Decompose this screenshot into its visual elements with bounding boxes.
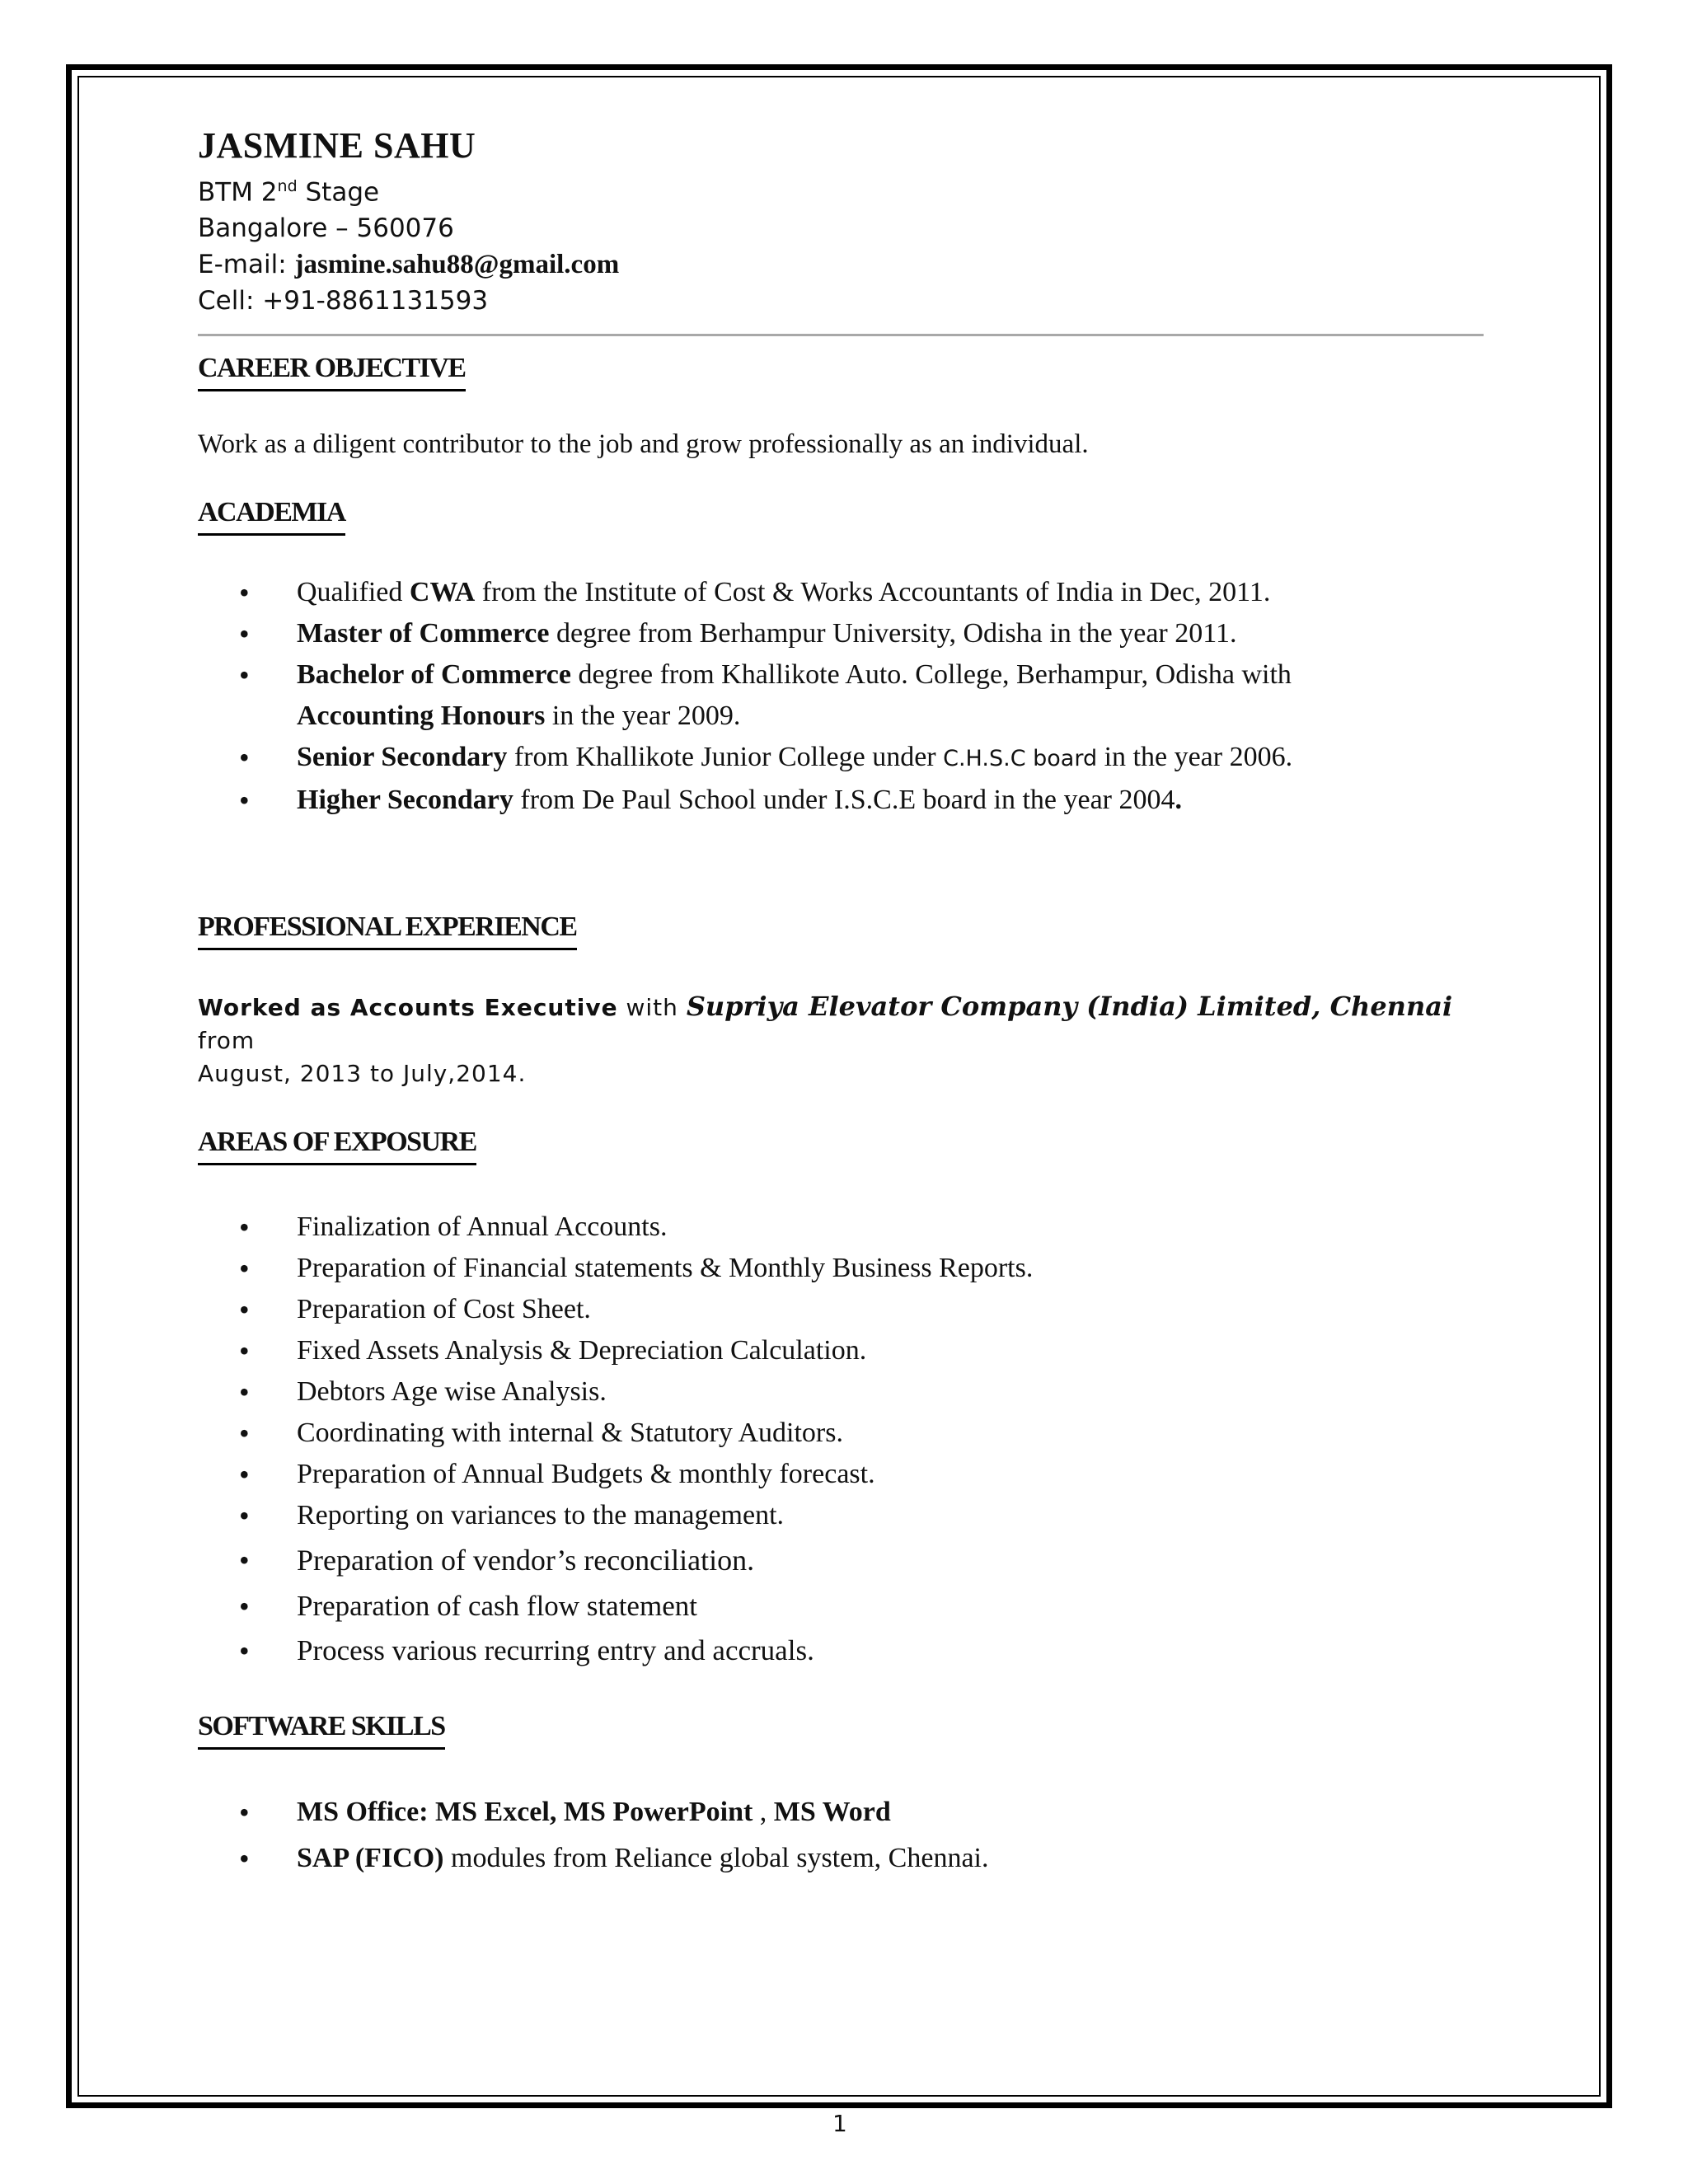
address-ordinal: nd [277,177,298,195]
list-item: • MS Office: MS Excel, MS PowerPoint , MS Word [198,1789,1484,1835]
career-objective-text: Work as a diligent contributor to the job and grow professionally as an individual. [198,429,1089,460]
list-item: • Preparation of Cost Sheet. [198,1289,1484,1330]
list-item: • Finalization of Annual Accounts. [198,1207,1484,1248]
list-item: • Preparation of Annual Budgets & monthly forecast. [198,1454,1484,1495]
career-objective-heading: CAREER OBJECTIVE [198,353,466,391]
resume-content [198,124,1484,1882]
software-list [198,1789,1484,1882]
address-line-1 [198,168,1484,210]
list-item: • SAP (FICO) modules from Reliance global system, Chennai. [198,1835,1484,1882]
list-item: • Preparation of cash flow statement [198,1584,1484,1629]
email-label: E-mail: [198,250,295,280]
address-line-2: Bangalore – 560076 [198,213,454,244]
professional-experience-heading: PROFESSIONAL EXPERIENCE [198,912,577,950]
list-item: • Debtors Age wise Analysis. [198,1371,1484,1413]
experience-company: Supriya Elevator Company (India) Limited, Chennai [686,991,1453,1023]
areas-list [198,1207,1484,1673]
academia-list [198,572,1484,821]
list-item: • Coordinating with internal & Statutory Auditors. [198,1413,1484,1454]
email-address[interactable]: jasmine.sahu88@gmail.com [294,250,620,280]
address-street: BTM 2 [198,177,278,208]
areas-of-exposure-heading: AREAS OF EXPOSURE [198,1127,476,1165]
experience-period: August, 2013 to July,2014. [198,1060,527,1088]
candidate-name: JASMINE SAHU [198,125,476,166]
academia-heading: ACADEMIA [198,497,345,536]
list-item: • Senior Secondary from Khallikote Junior College under C.H.S.C board in the year 2006. [198,737,1484,780]
experience-role: Worked as Accounts Executive [198,994,618,1022]
address-stage: Stage [297,177,380,208]
header-divider [198,334,1484,336]
experience-entry: Worked as Accounts Executive with Supriya Elevator Company (India) Limited, Chennai from August, 2013 to July,2014. [198,991,1453,1088]
email-line [198,246,1484,283]
list-item: • Preparation of Financial statements & Monthly Business Reports. [198,1248,1484,1289]
list-item: • Qualified CWA from the Institute of Cost & Works Accountants of India in Dec, 2011. [198,572,1484,613]
page-number: 1 [832,2110,847,2137]
list-item: • Master of Commerce degree from Berhampur University, Odisha in the year 2011. [198,613,1484,654]
list-item: • Fixed Assets Analysis & Depreciation Calculation. [198,1330,1484,1371]
list-item: • Higher Secondary from De Paul School under I.S.C.E board in the year 2004. [198,780,1484,821]
cell-line: Cell: +91-8861131593 [198,286,489,316]
list-item: • Process various recurring entry and accruals. [198,1629,1484,1673]
software-skills-heading: SOFTWARE SKILLS [198,1711,445,1750]
list-item: • Preparation of vendor’s reconciliation. [198,1536,1484,1584]
list-item: • Bachelor of Commerce degree from Khallikote Auto. College, Berhampur, Odisha with Accounting Honours in the year 2009. [198,654,1484,737]
list-item: • Reporting on variances to the management. [198,1495,1484,1536]
